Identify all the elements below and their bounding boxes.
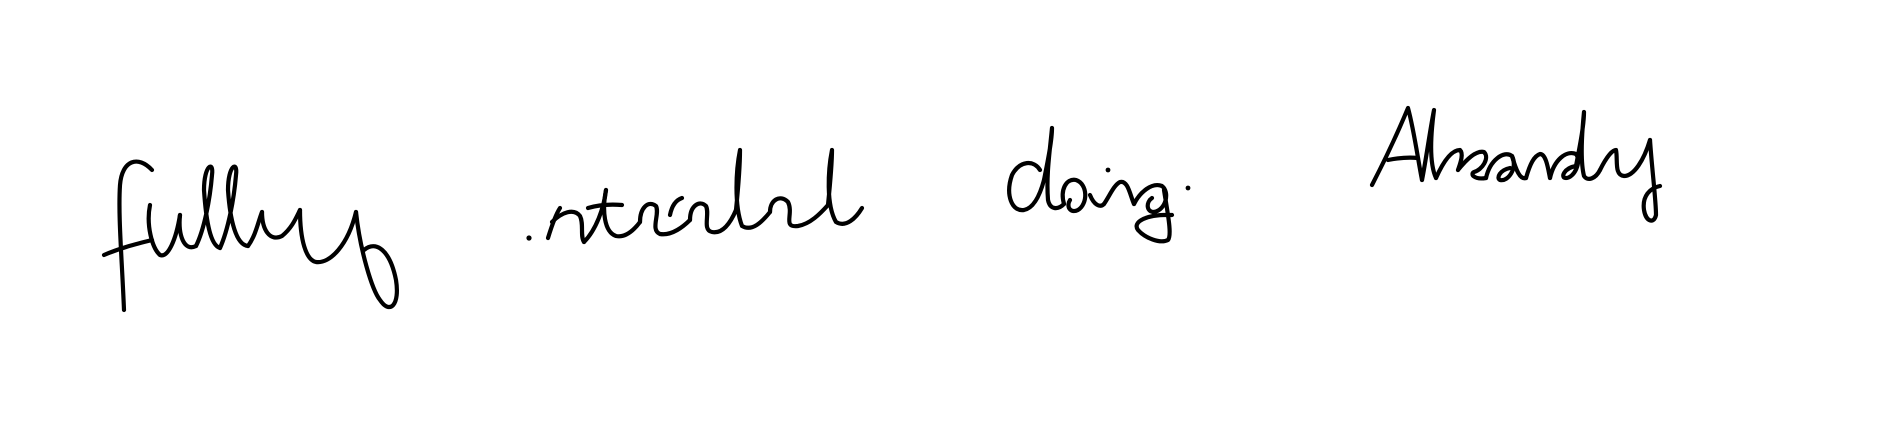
word-already [1372,108,1660,221]
word-intended [526,150,862,242]
word-doing [1009,128,1190,241]
word-fully [104,162,397,310]
